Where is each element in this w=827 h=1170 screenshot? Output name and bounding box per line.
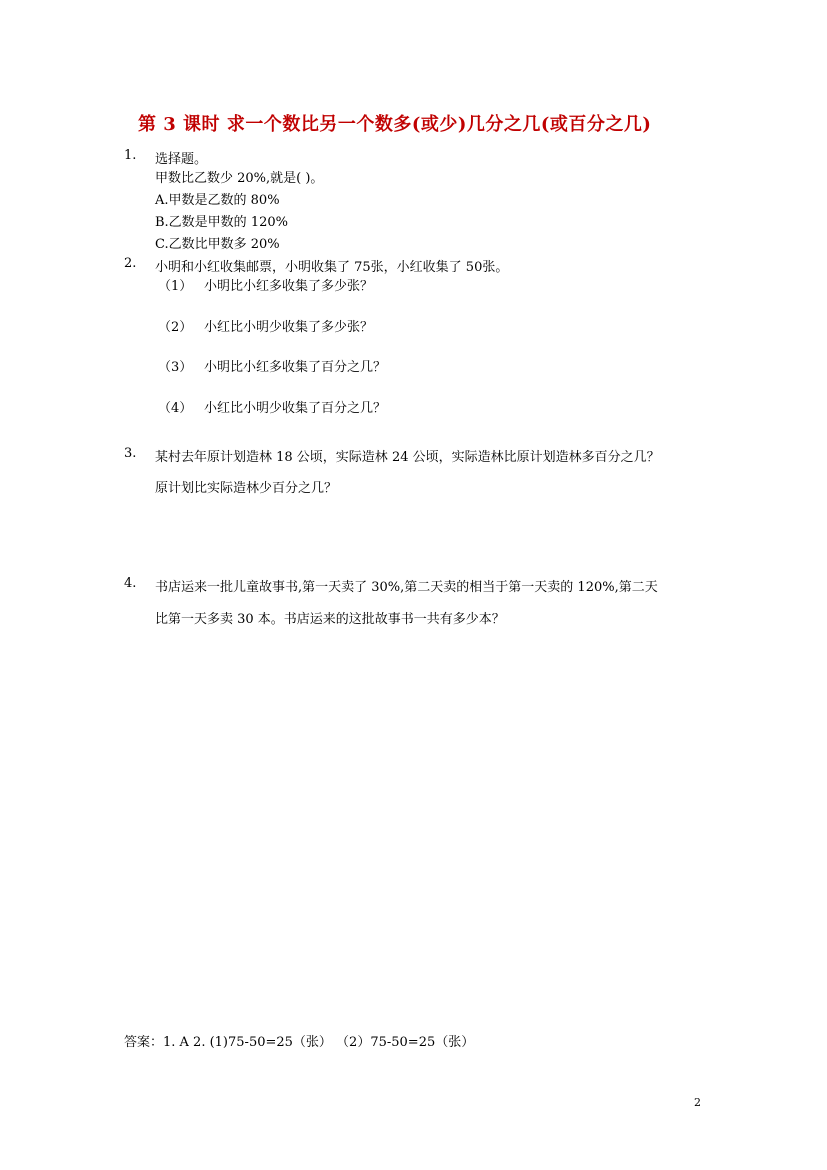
question-4-line-1: 书店运来一批儿童故事书,第一天卖了 30%,第二天卖的相当于第一天卖的 120%,第二天 — [155, 580, 658, 595]
option-a: A.甲数是乙数的 80% — [155, 193, 280, 208]
question-1-number: 1. — [124, 148, 137, 163]
question-3-line-2: 原计划比实际造林少百分之几？ — [155, 481, 338, 496]
option-b: B.乙数是甲数的 120% — [155, 215, 288, 230]
sub-question-3-text: 小明比小红多收集了百分之几？ — [204, 360, 387, 375]
sub-question-4-text: 小红比小明少收集了百分之几？ — [204, 401, 387, 416]
question-4-line-2: 比第一天多卖 30 本。书店运来的这批故事书一共有多少本？ — [155, 612, 505, 627]
sub-question-2-label: （2） — [158, 320, 193, 335]
sub-question-1-label: （1） — [158, 279, 193, 294]
question-4-number: 4. — [124, 576, 137, 591]
sub-question-4-label: （4） — [158, 401, 193, 416]
question-2-text: 小明和小红收集邮票，小明收集了 75张，小红收集了 50张。 — [155, 260, 509, 275]
sub-question-3-label: （3） — [158, 360, 193, 375]
page-number: 2 — [694, 1096, 701, 1109]
sub-question-2-text: 小红比小明少收集了多少张？ — [204, 320, 374, 335]
option-c: C.乙数比甲数多 20% — [155, 237, 280, 252]
question-1-text: 选择题。 — [155, 152, 208, 167]
question-3-number: 3. — [124, 446, 137, 461]
question-1-stem: 甲数比乙数少 20%,就是( )。 — [155, 171, 324, 186]
sub-question-1-text: 小明比小红多收集了多少张？ — [204, 279, 374, 294]
question-3-line-1: 某村去年原计划造林 18 公顷，实际造林 24 公顷，实际造林比原计划造林多百分之几？ — [155, 450, 660, 465]
answer-key: 答案：1. A 2. (1)75-50=25（张） （2）75-50=25（张） — [124, 1035, 475, 1050]
question-2-number: 2. — [124, 256, 137, 271]
page-title: 第 3 课时 求一个数比另一个数多(或少)几分之几(或百分之几) — [138, 114, 652, 135]
